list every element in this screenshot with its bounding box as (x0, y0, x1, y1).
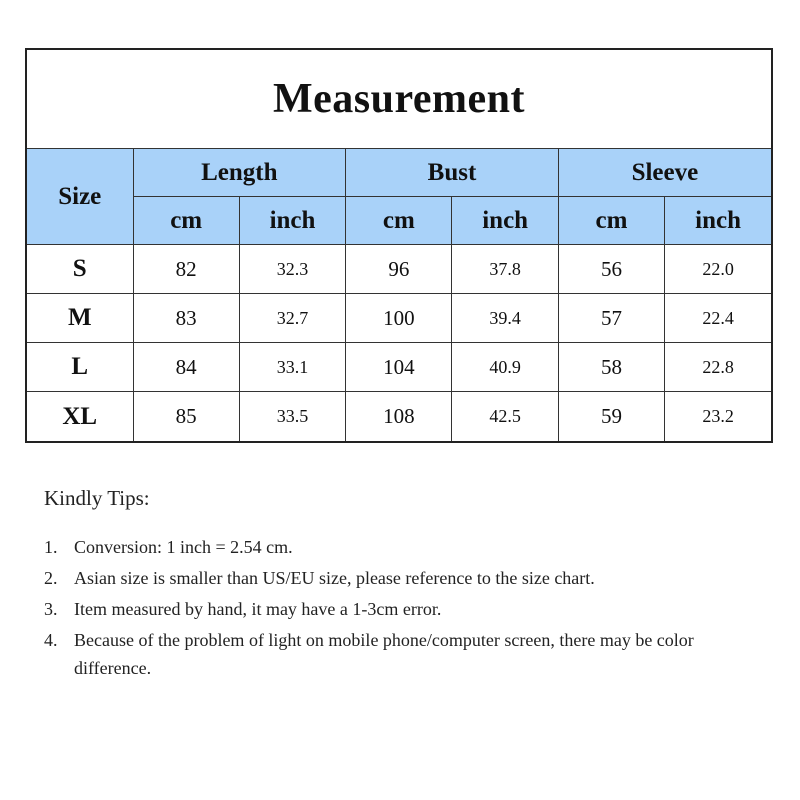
table-row (27, 245, 771, 294)
bust-cm-cell: 100 (346, 294, 452, 343)
table-row (27, 343, 771, 392)
size-chart (25, 48, 773, 443)
tip-text: Because of the problem of light on mobile phone/computer screen, there may be color difference. (74, 630, 694, 678)
unit-header: cm (133, 197, 239, 245)
size-cell: S (27, 245, 133, 294)
tip-number: 2. (44, 568, 58, 588)
length-cm-cell: 84 (133, 343, 239, 392)
bust-inch-cell: 39.4 (452, 294, 558, 343)
length-inch-cell: 33.1 (239, 343, 345, 392)
sleeve-cm-cell: 56 (558, 245, 664, 294)
sleeve-cm-cell: 57 (558, 294, 664, 343)
tip-number: 3. (44, 599, 58, 619)
length-inch-cell: 32.7 (239, 294, 345, 343)
bust-cm-cell: 108 (346, 392, 452, 441)
length-inch-cell: 33.5 (239, 392, 345, 441)
table-row (27, 294, 771, 343)
table-row (27, 392, 771, 441)
sleeve-inch-cell: 22.0 (665, 245, 771, 294)
bust-cm-cell: 96 (346, 245, 452, 294)
group-header-length: Length (133, 149, 346, 197)
bust-inch-cell: 40.9 (452, 343, 558, 392)
sleeve-cm-cell: 59 (558, 392, 664, 441)
tips-title: Kindly Tips: (44, 486, 150, 510)
unit-header: inch (452, 197, 558, 245)
list-item (44, 564, 764, 592)
sleeve-cm-cell: 58 (558, 343, 664, 392)
tip-text: Asian size is smaller than US/EU size, please reference to the size chart. (74, 568, 595, 588)
length-cm-cell: 85 (133, 392, 239, 441)
length-cm-cell: 82 (133, 245, 239, 294)
tip-text: Item measured by hand, it may have a 1-3cm error. (74, 599, 442, 619)
unit-header: inch (239, 197, 345, 245)
group-header-bust: Bust (346, 149, 559, 197)
sleeve-inch-cell: 22.4 (665, 294, 771, 343)
unit-header: cm (558, 197, 664, 245)
size-cell: L (27, 343, 133, 392)
kindly-tips (44, 486, 764, 685)
bust-inch-cell: 37.8 (452, 245, 558, 294)
sleeve-inch-cell: 22.8 (665, 343, 771, 392)
size-table (27, 50, 771, 441)
unit-header: cm (346, 197, 452, 245)
length-cm-cell: 83 (133, 294, 239, 343)
bust-inch-cell: 42.5 (452, 392, 558, 441)
unit-header: inch (665, 197, 771, 245)
length-inch-cell: 32.3 (239, 245, 345, 294)
bust-cm-cell: 104 (346, 343, 452, 392)
chart-title: Measurement (27, 50, 771, 149)
tip-number: 4. (44, 630, 58, 650)
size-header: Size (27, 149, 133, 245)
sleeve-inch-cell: 23.2 (665, 392, 771, 441)
list-item (44, 626, 764, 682)
tip-text: Conversion: 1 inch = 2.54 cm. (74, 537, 293, 557)
tips-list (44, 533, 764, 682)
list-item (44, 533, 764, 561)
group-header-sleeve: Sleeve (558, 149, 771, 197)
size-cell: M (27, 294, 133, 343)
size-cell: XL (27, 392, 133, 441)
list-item (44, 595, 764, 623)
tip-number: 1. (44, 537, 58, 557)
